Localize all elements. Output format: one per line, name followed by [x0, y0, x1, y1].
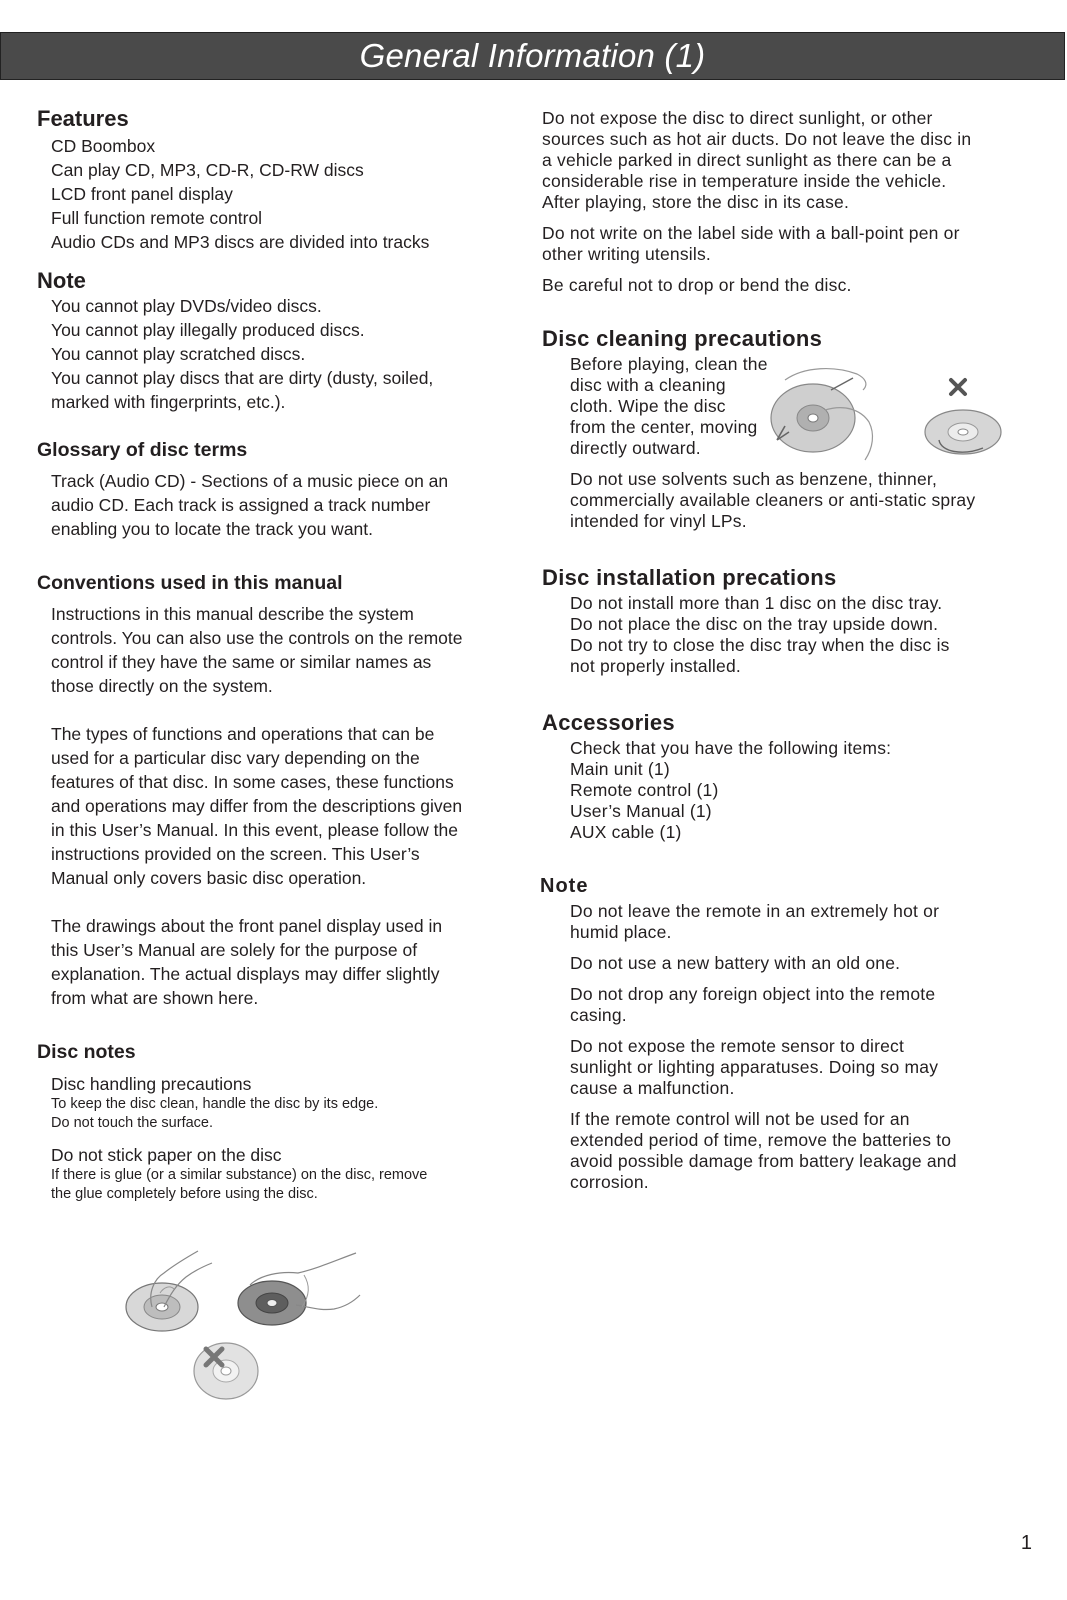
- accessories-heading: Accessories: [542, 710, 675, 735]
- features-heading: Features: [37, 106, 129, 131]
- glossary-line: audio CD. Each track is assigned a track number: [51, 495, 431, 515]
- accessories-line: AUX cable (1): [570, 822, 682, 842]
- paper-title: Do not stick paper on the disc: [51, 1145, 282, 1165]
- cleaning-wrong-direction-image: [925, 380, 1001, 454]
- handling-line: To keep the disc clean, handle the disc by its edge.: [51, 1096, 379, 1112]
- storage-line: Do not write on the label side with a ball-point pen or: [542, 223, 960, 243]
- disc-notes-section: [37, 1040, 497, 1204]
- cleaning-line: cloth. Wipe the disc: [570, 396, 726, 416]
- accessories-line: Check that you have the following items:: [570, 738, 892, 758]
- remote-note-line: Do not leave the remote in an extremely hot or: [570, 901, 940, 921]
- conventions-line: from what are shown here.: [51, 988, 259, 1008]
- conventions-section: [37, 571, 497, 1010]
- note-item: You cannot play discs that are dirty (dusty, soiled,: [51, 368, 434, 388]
- installation-line: Do not place the disc on the tray upside down.: [570, 614, 939, 634]
- remote-note-line: Do not use a new battery with an old one.: [570, 953, 901, 973]
- glossary-line: Track (Audio CD) - Sections of a music piece on an: [51, 471, 449, 491]
- cleaning-line: from the center, moving: [570, 417, 758, 437]
- conventions-line: used for a particular disc vary depending on the: [51, 748, 420, 768]
- note-section: [37, 268, 497, 414]
- remote-note-line: humid place.: [570, 922, 672, 942]
- glossary-section: [37, 438, 497, 541]
- note-heading: Note: [37, 268, 86, 293]
- remote-note-line: sunlight or lighting apparatuses. Doing so may: [570, 1057, 939, 1077]
- page-title: General Information (1): [359, 37, 706, 74]
- disc-held-center-image: [126, 1251, 212, 1331]
- cleaning-hand-disc-image: [771, 369, 872, 460]
- conventions-line: Instructions in this manual describe the system: [51, 604, 414, 624]
- remote-note-line: extended period of time, remove the batteries to: [570, 1130, 952, 1150]
- left-column: [37, 106, 497, 1204]
- paper-line: If there is glue (or a similar substance) on the disc, remove: [51, 1167, 428, 1183]
- disc-held-edge-image: [238, 1253, 360, 1325]
- remote-note-line: Do not drop any foreign object into the remote: [570, 984, 936, 1004]
- conventions-line: in this User’s Manual. In this event, please follow the: [51, 820, 458, 840]
- page-header-banner: [0, 32, 1065, 80]
- storage-line: considerable rise in temperature inside the vehicle.: [542, 171, 947, 191]
- installation-heading: Disc installation precations: [542, 565, 837, 590]
- installation-line: not properly installed.: [570, 656, 741, 676]
- remote-note-line: If the remote control will not be used for an: [570, 1109, 910, 1129]
- storage-line: a vehicle parked in direct sunlight as there can be a: [542, 150, 952, 170]
- remote-note-line: Do not expose the remote sensor to direct: [570, 1036, 905, 1056]
- storage-section: [542, 108, 1032, 296]
- cleaning-heading: Disc cleaning precautions: [542, 326, 823, 351]
- installation-line: Do not try to close the disc tray when the disc is: [570, 635, 950, 655]
- storage-line: sources such as hot air ducts. Do not leave the disc in: [542, 129, 972, 149]
- accessories-section: [542, 710, 1032, 843]
- remote-note-line: avoid possible damage from battery leakage and: [570, 1151, 957, 1171]
- remote-note-line: corrosion.: [570, 1172, 649, 1192]
- conventions-line: this User’s Manual are solely for the purpose of: [51, 940, 418, 960]
- paper-line: the glue completely before using the disc.: [51, 1186, 318, 1202]
- right-column: [542, 108, 1032, 1193]
- conventions-heading: Conventions used in this manual: [37, 572, 343, 594]
- cleaning-line: Before playing, clean the: [570, 354, 768, 374]
- features-item: CD Boombox: [51, 136, 156, 156]
- glossary-line: enabling you to locate the track you want.: [51, 519, 374, 539]
- remote-note-line: casing.: [570, 1005, 627, 1025]
- features-section: [37, 106, 497, 254]
- conventions-line: those directly on the system.: [51, 676, 273, 696]
- conventions-line: instructions provided on the screen. This User’s: [51, 844, 420, 864]
- accessories-line: User’s Manual (1): [570, 801, 712, 821]
- remote-note-heading: Note: [540, 875, 589, 897]
- cleaning-line: Do not use solvents such as benzene, thinner,: [570, 469, 938, 489]
- cleaning-line: intended for vinyl LPs.: [570, 511, 747, 531]
- installation-line: Do not install more than 1 disc on the disc tray.: [570, 593, 943, 613]
- features-item: Audio CDs and MP3 discs are divided into tracks: [51, 232, 430, 252]
- accessories-line: Main unit (1): [570, 759, 670, 779]
- conventions-line: and operations may differ from the descriptions given: [51, 796, 463, 816]
- conventions-line: explanation. The actual displays may differ slightly: [51, 964, 440, 984]
- conventions-line: control if they have the same or similar names as: [51, 652, 432, 672]
- remote-note-section: [540, 874, 1032, 1193]
- storage-line: other writing utensils.: [542, 244, 711, 264]
- glossary-heading: Glossary of disc terms: [37, 439, 248, 461]
- handling-line: Do not touch the surface.: [51, 1115, 214, 1131]
- cleaning-line: disc with a cleaning: [570, 375, 726, 395]
- cleaning-line: commercially available cleaners or anti-static spray: [570, 490, 976, 510]
- note-item: You cannot play DVDs/video discs.: [51, 296, 322, 316]
- features-item: Full function remote control: [51, 208, 263, 228]
- disc-crossed-image: [194, 1343, 258, 1399]
- note-item: You cannot play scratched discs.: [51, 344, 306, 364]
- conventions-line: controls. You can also use the controls on the remote: [51, 628, 463, 648]
- features-item: Can play CD, MP3, CD-R, CD-RW discs: [51, 160, 364, 180]
- features-item: LCD front panel display: [51, 184, 233, 204]
- note-item: You cannot play illegally produced discs.: [51, 320, 365, 340]
- storage-line: Be careful not to drop or bend the disc.: [542, 275, 852, 295]
- storage-line: After playing, store the disc in its case.: [542, 192, 850, 212]
- conventions-line: Manual only covers basic disc operation.: [51, 868, 367, 888]
- disc-notes-heading: Disc notes: [37, 1041, 136, 1063]
- conventions-line: features of that disc. In some cases, these functions: [51, 772, 454, 792]
- disc-cleaning-illustration: [765, 360, 1025, 470]
- conventions-line: The drawings about the front panel display used in: [51, 916, 443, 936]
- page-number: 1: [1020, 1532, 1032, 1554]
- disc-handling-illustration: [120, 1245, 370, 1405]
- cleaning-line: directly outward.: [570, 438, 701, 458]
- handling-title: Disc handling precautions: [51, 1074, 252, 1094]
- accessories-line: Remote control (1): [570, 780, 719, 800]
- storage-line: Do not expose the disc to direct sunlight, or other: [542, 108, 933, 128]
- installation-section: [542, 565, 1032, 677]
- note-item: marked with fingerprints, etc.).: [51, 392, 286, 412]
- conventions-line: The types of functions and operations that can be: [51, 724, 435, 744]
- remote-note-line: cause a malfunction.: [570, 1078, 735, 1098]
